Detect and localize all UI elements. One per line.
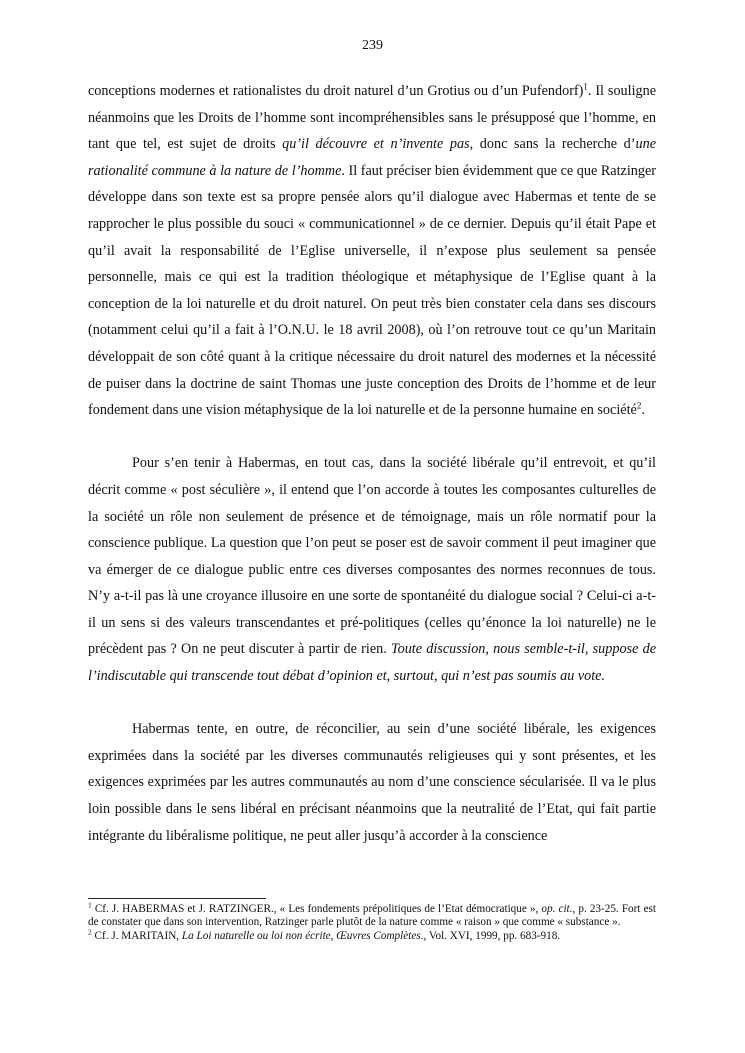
body-text [88,78,656,849]
italic-text: qu’il découvre et n’invente pas [282,136,470,153]
text-run: . Il faut préciser bien évidemment que ce que Ratzinger développe dans son texte est sa propre pensée alors qu’il dialogue avec Habermas et tente de se rapprocher le plus possible du souci « communicationnel » de ce dernier. Depuis qu’il était Pape et qu’il avait la responsabilité de l’Eglise universelle, il n’expose plus seulement sa pensée personnelle, mais ce qui est la tradition théologique et métaphysique de l’Eglise quant à la conception de la loi naturelle et du droit naturel. On peut très bien constater cela dans ses discours (notamment celui qu’il a fait à l’O.N.U. le 18 avril 2008), où l’on retrouve tout ce qu’un Maritain développait de son côté quant à la critique nécessaire du droit naturel des modernes et la nécessité de puiser dans la doctrine de saint Thomas une juste conception des Droits de l’homme et de leur fondement dans une vision métaphysique de la loi naturelle et de la personne humaine en société [88,162,656,419]
italic-text: une rationalité commune à la nature de l’homme [88,136,656,179]
text-run: . Il souligne néanmoins que les Droits de l’homme sont incompréhensibles sans le présupposé que l’homme, en tant que tel, est sujet de droits [88,83,656,153]
italic-text: Toute discussion, nous semble-t-il, suppose de l’indiscutable qui transcende tout débat d’opinion et, surtout, qui n’est pas soumis au vote. [88,641,656,685]
footnote-marker: 2 [636,400,642,411]
text-run: Cf. J. HABERMAS et J. RATZINGER., « Les fondements prépolitiques de l’Etat démocratique », [91,903,542,915]
paragraph [88,78,656,424]
text-run: , donc sans la recherche d’ [469,136,636,153]
text-run: Cf. J. MARITAIN, [91,929,182,942]
italic-text: La Loi naturelle ou loi non écrite, Œuvres Complètes [181,929,421,942]
text-run: p. 23-25. Fort est de constater que dans son intervention, Ratzinger parle plutôt de la nature comme « raison » que comme « substance ». [88,903,656,929]
footnote-marker: 2 [88,927,92,937]
footnote-marker: 1 [583,81,588,92]
footnote [88,900,656,930]
italic-text: op. cit., [541,903,576,915]
footnote-marker: 1 [88,900,92,910]
paragraph [88,450,656,689]
paragraph [88,716,656,849]
text-run: ., Vol. XVI, 1999, pp. 683-918. [420,929,561,942]
text-run: . [641,402,645,419]
footnotes [88,900,656,943]
text-run: conceptions modernes et rationalistes du droit naturel d’un Grotius ou d’un Pufendorf) [88,83,584,99]
text-run: Habermas tente, en outre, de réconcilier, au sein d’une société libérale, les exigences exprimées dans la société par les diverses communautés religieuses qui y sont présentes, et les exigences exprimées par les autres communautés au nom d’une conscience sécularisée. Il va le plus loin possible dans le sens libéral en précisant néanmoins que la neutralité de l’Etat, qui fait partie intégrante du libéralisme politique, ne peut aller jusqu’à accorder à la conscience [88,721,656,844]
page-number: 239 [362,38,383,53]
footnote [88,927,656,943]
text-run: Pour s’en tenir à Habermas, en tout cas, dans la société libérale qu’il entrevoit, et qu’il décrit comme « post séculière », il entend que l’on accorde à toutes les composantes culturelles de la société un rôle non seulement de présence et de témoignage, mais un rôle normatif pour la conscience publique. La question que l’on peut se poser est de savoir comment il peut imaginer que va émerger de ce dialogue public entre ces diverses composantes des normes reconnues de tous. N’y a-t-il pas là une croyance illusoire en une sorte de spontanéité du dialogue social ? Celui-ci a-t-il un sens si des valeurs transcendantes et pré-politiques (celles qu’énonce la loi naturelle) ne le précèdent pas ? On ne peut discuter à partir de rien. [88,455,656,658]
footnote-separator [88,898,266,899]
